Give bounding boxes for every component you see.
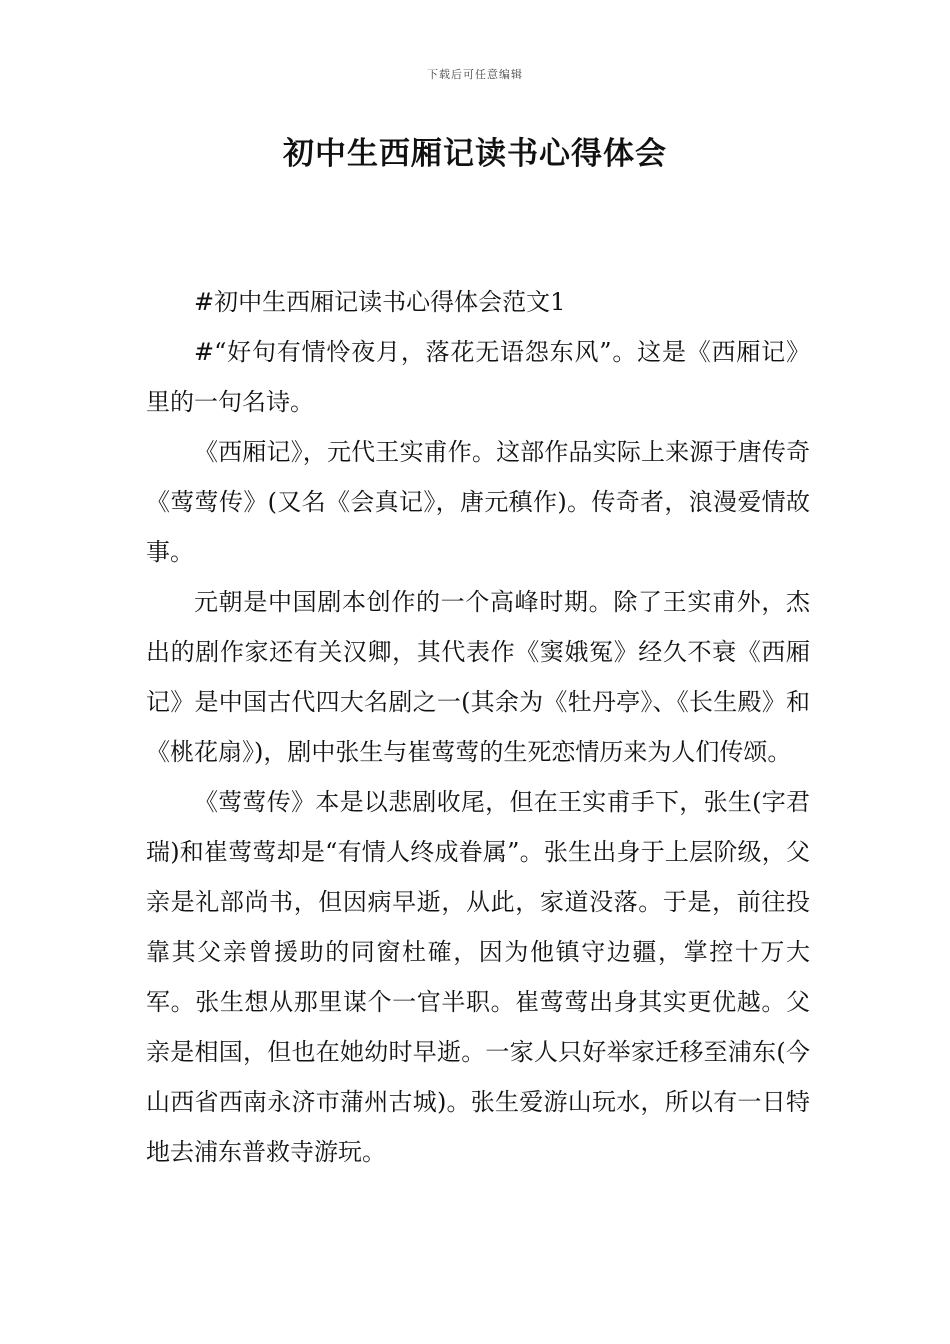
document-body [146, 277, 810, 1177]
page-title: 初中生西厢记读书心得体会 [283, 136, 667, 172]
paragraph-story: 《莺莺传》本是以悲剧收尾，但在王实甫手下，张生(字君瑞)和崔莺莺却是“有情人终成眷属”。张生出身于上层阶级，父亲是礼部尚书，但因病早逝，从此，家道没落。于是，前往投靠其父亲曾援助的同窗杜確，因为他镇守边疆，掌控十万大军。张生想从那里谋个一官半职。崔莺莺出身其实更优越。父亲是相国，但也在她幼时早逝。一家人只好举家迁移至浦东(今山西省西南永济市蒲州古城)。张生爱游山玩水，所以有一日特地去浦东普救寺游玩。 [146, 788, 810, 1166]
paragraph-origin: 《西厢记》，元代王实甫作。这部作品实际上来源于唐传奇《莺莺传》(又名《会真记》，唐元稹作)。传奇者，浪漫爱情故事。 [146, 438, 810, 566]
header-note: 下载后可任意编辑 [427, 68, 523, 81]
paragraph-quote: #“好句有情怜夜月，落花无语怨东风”。这是《西厢记》里的一句名诗。 [146, 338, 810, 416]
paragraph-subtitle: #初中生西厢记读书心得体会范文1 [194, 288, 566, 316]
paragraph-yuan-dynasty: 元朝是中国剧本创作的一个高峰时期。除了王实甫外，杰出的剧作家还有关汉卿，其代表作《窦娥冤》经久不衰《西厢记》是中国古代四大名剧之一(其余为《牡丹亭》、《长生殿》和《桃花扇》)，剧中张生与崔莺莺的生死恋情历来为人们传颂。 [146, 588, 810, 766]
